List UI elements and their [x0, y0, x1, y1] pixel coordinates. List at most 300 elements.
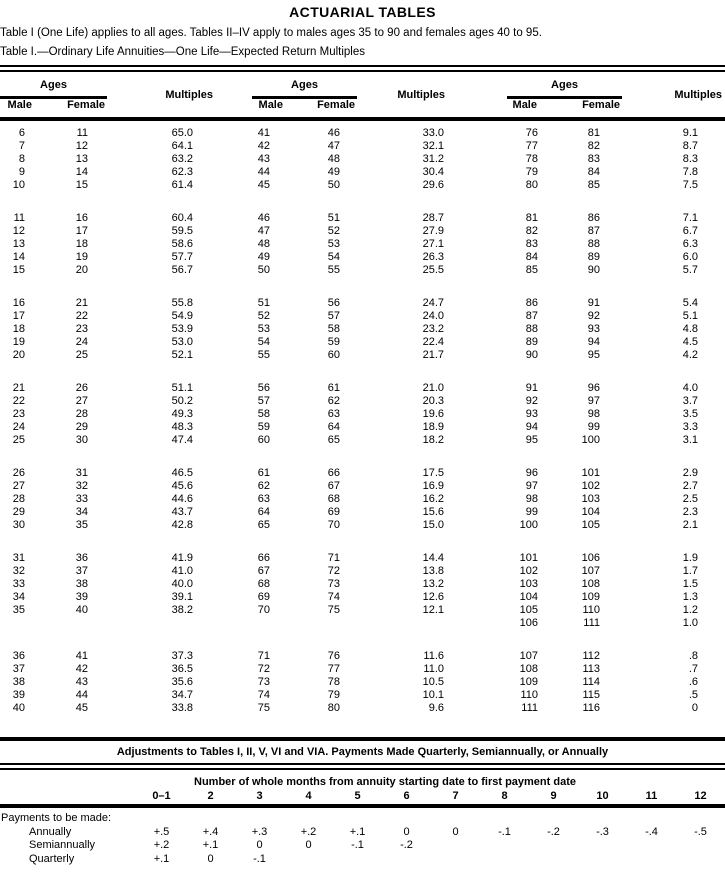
multiple-cell: 7.8 [682, 166, 698, 178]
female-age-cell: 95 [587, 349, 600, 361]
male-age-cell: 12 [12, 225, 25, 237]
multiple-cell: 8.3 [682, 153, 698, 165]
adjustment-value-cell: 0 [305, 839, 312, 851]
month-header: 10 [578, 788, 627, 806]
multiple-cell: 16.9 [422, 480, 444, 492]
male-age-cell: 104 [519, 591, 538, 603]
multiple-cell: 32.1 [422, 140, 444, 152]
male-age-cell: 32 [12, 565, 25, 577]
adjustment-value-cell: -.1 [351, 839, 364, 851]
adjustment-value-cell [480, 839, 529, 853]
adjustment-value-cell: -.1 [498, 825, 511, 838]
male-age-cell: 30 [12, 519, 25, 531]
multiple-cell: 61.4 [171, 179, 193, 191]
payment-frequency-label: Annually [29, 825, 72, 838]
table-row [0, 663, 725, 676]
female-age-cell: 78 [327, 676, 340, 688]
multiple-cell: 46.5 [171, 467, 193, 479]
male-age-cell: 98 [525, 493, 538, 505]
table-row [0, 480, 725, 493]
male-age-cell: 108 [519, 663, 538, 675]
male-age-cell: 33 [12, 578, 25, 590]
male-age-cell: 39 [12, 689, 25, 701]
adjustments-subtitle: Number of whole months from annuity starting date to first payment date [194, 776, 576, 788]
male-age-cell: 57 [257, 395, 270, 407]
male-age-cell: 29 [12, 506, 25, 518]
male-age-cell: 87 [525, 310, 538, 322]
multiple-cell: 43.7 [171, 506, 193, 518]
male-age-cell: 62 [257, 480, 270, 492]
month-header: 5 [333, 788, 382, 806]
male-age-cell: 75 [257, 702, 270, 714]
ages-label: Ages [252, 79, 357, 99]
adjustment-value-cell [529, 853, 578, 867]
female-age-cell: 33 [75, 493, 88, 505]
female-age-cell: 48 [327, 153, 340, 165]
table-row [0, 264, 725, 277]
multiple-cell: 1.0 [682, 617, 698, 629]
male-age-cell: 41 [257, 127, 270, 139]
month-header: 9 [529, 788, 578, 806]
multiple-cell: 7.1 [682, 212, 698, 224]
female-age-cell: 16 [75, 212, 88, 224]
female-age-cell: 71 [327, 552, 340, 564]
male-age-cell: 47 [257, 225, 270, 237]
female-age-cell: 51 [327, 212, 340, 224]
male-age-cell: 64 [257, 506, 270, 518]
female-age-cell: 54 [327, 251, 340, 263]
table-row [0, 382, 725, 395]
female-age-cell: 91 [587, 297, 600, 309]
female-age-cell: 39 [75, 591, 88, 603]
table1-caption: Table I.—Ordinary Life Annuities—One Life—Expected Return Multiples [0, 46, 365, 58]
table-row [0, 140, 725, 153]
table-row [0, 212, 725, 225]
male-age-cell: 42 [257, 140, 270, 152]
multiple-cell: 2.5 [682, 493, 698, 505]
table-row [0, 323, 725, 336]
male-age-cell: 15 [12, 264, 25, 276]
adjustment-value-cell: 0 [207, 852, 214, 865]
multiple-cell [357, 617, 447, 630]
block-gap-row [0, 532, 725, 552]
male-age-cell: 53 [257, 323, 270, 335]
multiple-cell: 62.3 [171, 166, 193, 178]
multiple-cell: 34.7 [171, 689, 193, 701]
table-row [0, 552, 725, 565]
male-age-cell: 60 [257, 434, 270, 446]
female-age-cell: 21 [75, 297, 88, 309]
male-age-cell: 107 [519, 650, 538, 662]
multiple-cell: 33.0 [422, 127, 444, 139]
multiple-cell: 1.5 [682, 578, 698, 590]
male-age-cell: 83 [525, 238, 538, 250]
female-age-cell: 77 [327, 663, 340, 675]
multiple-cell: 40.0 [171, 578, 193, 590]
male-age-cell: 65 [257, 519, 270, 531]
multiple-cell: 15.6 [422, 506, 444, 518]
block-gap [0, 630, 725, 650]
female-age-cell: 69 [327, 506, 340, 518]
female-age-cell: 114 [582, 676, 600, 688]
block-gap-row [0, 277, 725, 297]
adjustment-value-cell [431, 853, 480, 867]
block-gap-row [0, 192, 725, 212]
multiple-cell: .8 [688, 650, 698, 662]
female-age-cell: 105 [581, 519, 600, 531]
female-age-cell: 13 [75, 153, 88, 165]
multiples-header-2: Multiples [357, 72, 447, 119]
female-age-cell: 96 [587, 382, 600, 394]
table-row [0, 676, 725, 689]
multiple-cell: 2.7 [682, 480, 698, 492]
multiple-cell: 52.1 [171, 349, 193, 361]
male-age-cell: 101 [519, 552, 538, 564]
male-age-cell: 38 [12, 676, 25, 688]
male-age-cell: 13 [12, 238, 25, 250]
multiple-cell: 21.7 [422, 349, 444, 361]
adjustment-row [0, 839, 725, 853]
multiple-cell: 28.7 [422, 212, 444, 224]
multiple-cell: 13.2 [422, 578, 444, 590]
multiple-cell: 9.6 [428, 702, 444, 714]
adjustment-value-cell [578, 853, 627, 867]
female-age-cell: 99 [587, 421, 600, 433]
female-age-cell: 103 [581, 493, 600, 505]
male-age-cell: 66 [257, 552, 270, 564]
multiple-cell: 4.5 [682, 336, 698, 348]
female-header-3: Female [539, 99, 622, 119]
multiple-cell: 26.3 [422, 251, 444, 263]
multiple-cell: 60.4 [171, 212, 193, 224]
adjustment-value-cell: -.2 [547, 825, 560, 838]
female-age-cell: 101 [581, 467, 600, 479]
male-age-cell: 37 [12, 663, 25, 675]
multiples-header-3: Multiples [622, 72, 725, 119]
multiple-cell: 12.6 [422, 591, 444, 603]
male-age-cell: 21 [12, 382, 25, 394]
multiple-cell: 2.9 [682, 467, 698, 479]
multiple-cell: 21.0 [422, 382, 444, 394]
block-gap [0, 532, 725, 552]
adjustment-value-cell [676, 853, 725, 867]
female-age-cell: 35 [75, 519, 88, 531]
multiple-cell: 13.8 [422, 565, 444, 577]
multiple-cell: 44.6 [171, 493, 193, 505]
male-age-cell: 97 [525, 480, 538, 492]
multiple-cell: 38.2 [171, 604, 193, 616]
female-age-cell: 100 [581, 434, 600, 446]
multiple-cell: 17.5 [422, 467, 444, 479]
ages-label: Ages [507, 79, 622, 99]
female-age-cell: 45 [75, 702, 88, 714]
male-age-cell: 89 [525, 336, 538, 348]
female-age-cell: 58 [327, 323, 340, 335]
adjustments-table-body [0, 806, 725, 866]
male-age-cell: 81 [525, 212, 538, 224]
multiple-cell: 6.3 [682, 238, 698, 250]
female-age-cell: 97 [587, 395, 600, 407]
female-age-cell: 50 [327, 179, 340, 191]
female-age-cell: 37 [75, 565, 88, 577]
adjustment-value-cell: +.3 [251, 825, 268, 838]
table-row [0, 408, 725, 421]
table-row [0, 591, 725, 604]
multiple-cell: 10.5 [422, 676, 444, 688]
male-age-cell: 74 [257, 689, 270, 701]
multiple-cell: 11.0 [423, 663, 444, 675]
table-row [0, 297, 725, 310]
female-age-cell: 116 [582, 702, 600, 714]
multiple-cell: 0 [691, 702, 698, 714]
multiple-cell: 58.6 [171, 238, 193, 250]
male-age-cell: 102 [519, 565, 538, 577]
multiple-cell: 6.7 [682, 225, 698, 237]
table-header-row-ages [0, 72, 725, 99]
adjustments-title: Adjustments to Tables I, II, V, VI and VIA. Payments Made Quarterly, Semiannually, or Annually [116, 746, 609, 758]
ages-group-header-2 [215, 72, 357, 99]
male-age-cell: 7 [18, 140, 25, 152]
block-gap-row [0, 447, 725, 467]
block-gap [0, 192, 725, 212]
male-age-cell: 96 [525, 467, 538, 479]
multiple-cell: 49.3 [171, 408, 193, 420]
table-row [0, 506, 725, 519]
female-age-cell: 11 [76, 127, 88, 139]
table-row [0, 578, 725, 591]
male-age-cell: 31 [12, 552, 25, 564]
multiple-cell: 8.7 [682, 140, 698, 152]
female-age-cell: 94 [587, 336, 600, 348]
multiple-cell: 18.2 [422, 434, 444, 446]
adjustment-value-cell [627, 853, 676, 867]
female-age-cell: 40 [75, 604, 88, 616]
male-age-cell: 48 [257, 238, 270, 250]
male-age-cell: 88 [525, 323, 538, 335]
female-age-cell [285, 617, 357, 630]
male-age-cell: 51 [257, 297, 270, 309]
female-age-cell: 67 [327, 480, 340, 492]
multiple-cell: .6 [688, 676, 698, 688]
male-age-cell: 69 [257, 591, 270, 603]
female-age-cell: 93 [587, 323, 600, 335]
table-row [0, 617, 725, 630]
male-age-cell: 40 [12, 702, 25, 714]
male-age-cell: 110 [520, 689, 538, 701]
table-row [0, 395, 725, 408]
multiple-cell: .7 [688, 663, 698, 675]
male-age-cell: 35 [12, 604, 25, 616]
multiple-cell: 53.0 [171, 336, 193, 348]
female-age-cell: 92 [587, 310, 600, 322]
multiple-cell: 35.6 [171, 676, 193, 688]
male-age-cell: 94 [525, 421, 538, 433]
spacer [0, 715, 725, 737]
female-age-cell: 32 [75, 480, 88, 492]
multiple-cell: 27.1 [422, 238, 444, 250]
male-age-cell: 111 [521, 702, 538, 714]
multiple-cell: 1.7 [682, 565, 698, 577]
adjustment-value-cell [284, 853, 333, 867]
male-age-cell: 52 [257, 310, 270, 322]
multiple-cell: 3.3 [682, 421, 698, 433]
actuarial-table-body [0, 119, 725, 715]
multiple-cell [107, 617, 215, 630]
adjustment-value-cell: +.4 [202, 825, 219, 838]
adjustment-value-cell [431, 839, 480, 853]
adjustment-value-cell: +.1 [349, 825, 366, 838]
multiple-cell: 42.8 [171, 519, 193, 531]
female-age-cell: 64 [327, 421, 340, 433]
table-row [0, 238, 725, 251]
male-age-cell: 17 [12, 310, 25, 322]
multiple-cell: 41.0 [171, 565, 193, 577]
multiple-cell: 9.1 [682, 127, 698, 139]
male-age-cell: 45 [257, 179, 270, 191]
male-age-cell: 67 [257, 565, 270, 577]
adjustment-value-cell: +.2 [153, 839, 170, 851]
female-age-cell: 83 [587, 153, 600, 165]
table-row [0, 689, 725, 702]
male-age-cell: 82 [525, 225, 538, 237]
male-age-cell: 86 [525, 297, 538, 309]
male-age-cell: 28 [12, 493, 25, 505]
multiple-cell: 31.2 [422, 153, 444, 165]
female-age-cell: 42 [75, 663, 88, 675]
female-age-cell: 31 [75, 467, 88, 479]
female-age-cell: 36 [75, 552, 88, 564]
male-age-cell: 6 [18, 127, 25, 139]
payments-group-label: Payments to be made: [1, 812, 112, 824]
female-age-cell: 19 [75, 251, 88, 263]
female-age-cell: 57 [327, 310, 340, 322]
adjustment-row [0, 826, 725, 840]
female-age-cell: 113 [582, 663, 600, 675]
female-age-cell: 53 [327, 238, 340, 250]
multiple-cell: 5.7 [682, 264, 698, 276]
multiple-cell: 30.4 [422, 166, 444, 178]
male-age-cell: 71 [257, 650, 270, 662]
page-title: ACTUARIAL TABLES [289, 4, 436, 20]
male-age-cell [0, 617, 32, 630]
female-age-cell: 85 [587, 179, 600, 191]
multiple-cell: 5.1 [682, 310, 698, 322]
female-age-cell: 72 [327, 565, 340, 577]
female-age-cell: 81 [587, 127, 600, 139]
female-age-cell: 66 [327, 467, 340, 479]
female-age-cell: 59 [327, 336, 340, 348]
adjustment-value-cell: 0 [403, 825, 410, 838]
multiple-cell: 2.3 [682, 506, 698, 518]
multiple-cell: 4.2 [682, 349, 698, 361]
male-age-cell: 27 [12, 480, 25, 492]
ages-group-header-1 [0, 72, 107, 99]
male-age-cell: 9 [18, 166, 25, 178]
female-age-cell: 62 [327, 395, 340, 407]
payment-frequency-label: Semiannually [29, 839, 96, 851]
payments-group-row [0, 806, 725, 826]
multiple-cell: 2.1 [682, 519, 698, 531]
table-row [0, 310, 725, 323]
male-age-cell: 105 [519, 604, 538, 616]
male-age-cell [215, 617, 285, 630]
female-age-cell: 18 [75, 238, 88, 250]
multiple-cell: 29.6 [422, 179, 444, 191]
multiple-cell: 63.2 [171, 153, 193, 165]
female-age-cell: 29 [75, 421, 88, 433]
table-row [0, 604, 725, 617]
multiple-cell: 56.7 [171, 264, 193, 276]
table-row [0, 225, 725, 238]
female-age-cell: 80 [327, 702, 340, 714]
female-age-cell: 90 [587, 264, 600, 276]
male-age-cell: 49 [257, 251, 270, 263]
multiple-cell: 16.2 [422, 493, 444, 505]
male-age-cell: 93 [525, 408, 538, 420]
multiple-cell: 1.9 [682, 552, 698, 564]
male-age-cell: 72 [257, 663, 270, 675]
male-age-cell: 34 [12, 591, 25, 603]
ages-label: Ages [0, 79, 107, 99]
multiple-cell: 25.5 [422, 264, 444, 276]
adjustment-value-cell: -.2 [400, 839, 413, 851]
intro-text: Table I (One Life) applies to all ages. Tables II–IV apply to males ages 35 to 90 and females ages 40 to 95. [0, 27, 542, 39]
female-age-cell: 115 [582, 689, 600, 701]
multiple-cell: 64.1 [171, 140, 193, 152]
male-age-cell: 55 [257, 349, 270, 361]
female-age-cell: 111 [583, 617, 600, 629]
multiple-cell: 10.1 [422, 689, 444, 701]
female-age-cell: 63 [327, 408, 340, 420]
female-age-cell: 28 [75, 408, 88, 420]
male-age-cell: 23 [12, 408, 25, 420]
adjustment-value-cell: -.4 [645, 825, 658, 838]
table-row [0, 702, 725, 715]
multiple-cell: 41.9 [171, 552, 193, 564]
female-age-cell: 56 [327, 297, 340, 309]
female-age-cell: 106 [581, 552, 600, 564]
female-age-cell: 112 [582, 650, 600, 662]
multiple-cell: 12.1 [422, 604, 444, 616]
multiple-cell: 20.3 [422, 395, 444, 407]
female-header-1: Female [32, 99, 107, 119]
table-row [0, 119, 725, 140]
block-gap [0, 277, 725, 297]
adjustments-table [0, 788, 725, 866]
male-age-cell: 68 [257, 578, 270, 590]
male-age-cell: 76 [525, 127, 538, 139]
female-age-cell: 74 [327, 591, 340, 603]
adjustment-value-cell [578, 839, 627, 853]
male-age-cell: 80 [525, 179, 538, 191]
multiple-cell: 1.2 [682, 604, 698, 616]
multiple-cell: 65.0 [171, 127, 193, 139]
male-age-cell: 77 [525, 140, 538, 152]
table-row [0, 153, 725, 166]
multiple-cell: 23.2 [422, 323, 444, 335]
female-age-cell: 89 [587, 251, 600, 263]
adjustment-value-cell: -.3 [596, 825, 609, 838]
male-age-cell: 46 [257, 212, 270, 224]
multiple-cell: 3.1 [682, 434, 698, 446]
male-age-cell: 24 [12, 421, 25, 433]
male-age-cell: 85 [525, 264, 538, 276]
female-age-cell: 44 [75, 689, 88, 701]
months-header-spacer [0, 788, 137, 806]
table-row [0, 166, 725, 179]
multiple-cell: 57.7 [171, 251, 193, 263]
female-age-cell: 20 [75, 264, 88, 276]
